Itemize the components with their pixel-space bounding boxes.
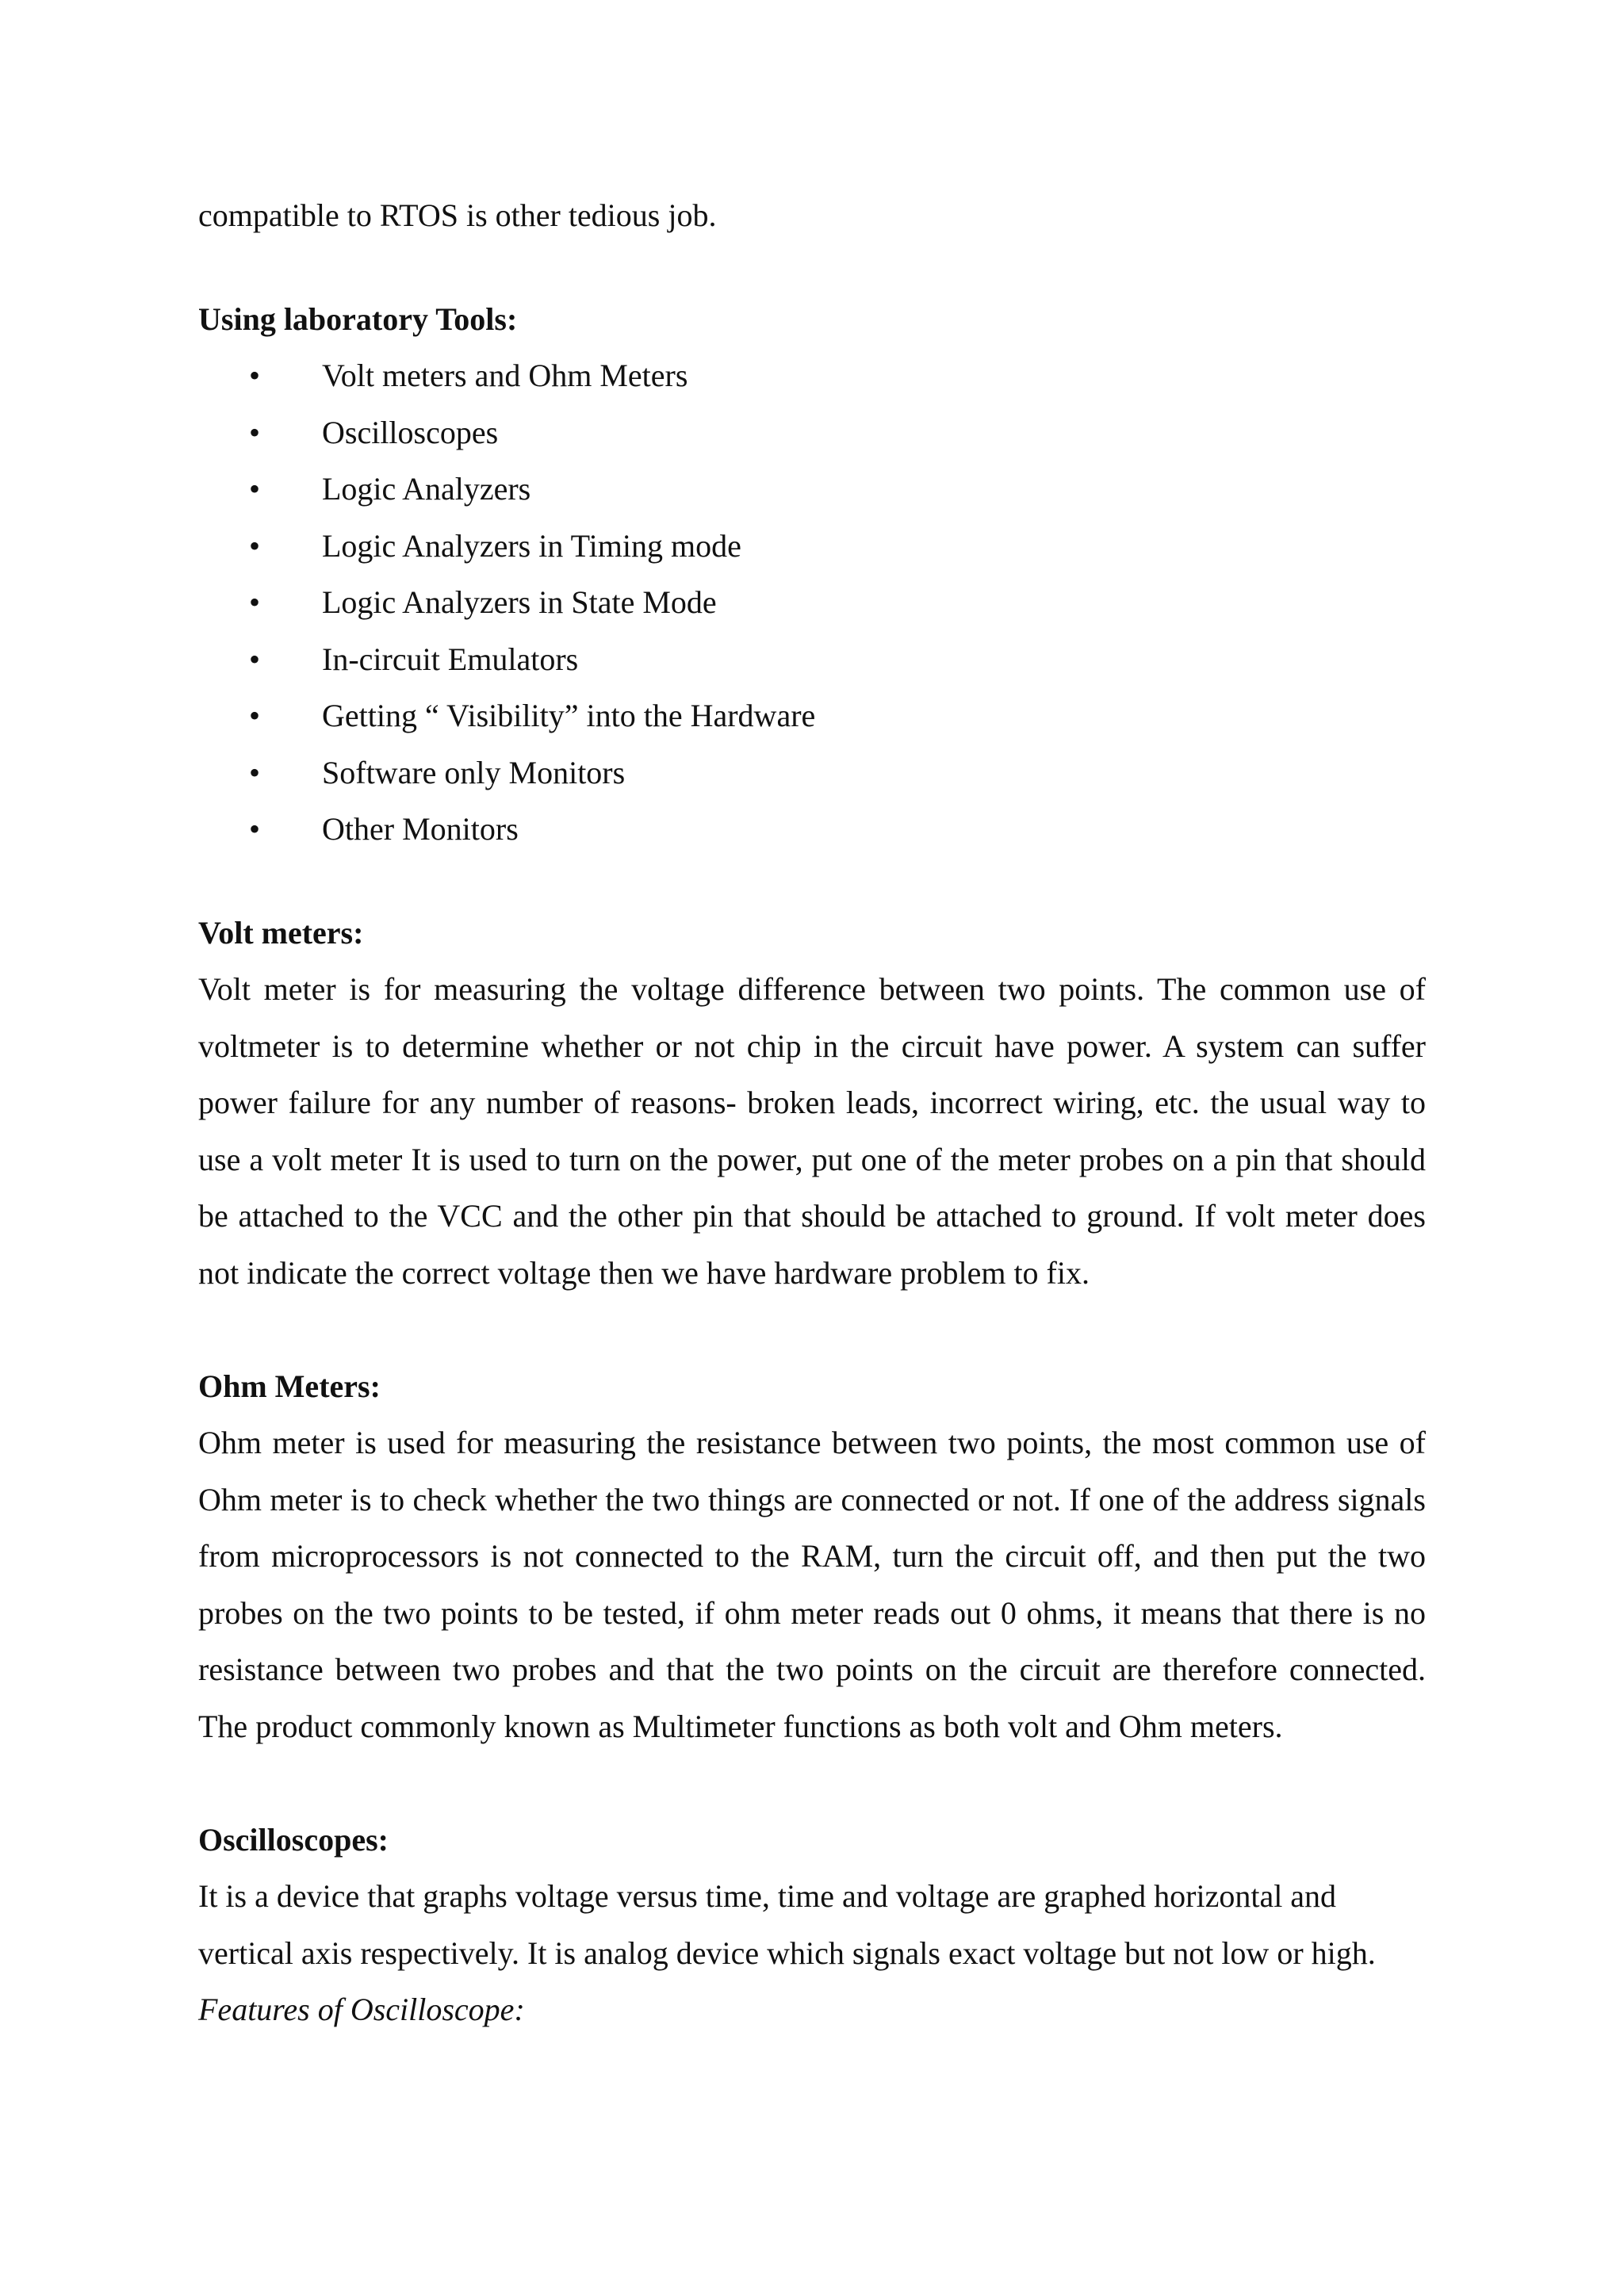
oscilloscope-features-label: Features of Oscilloscope: <box>198 1992 525 2027</box>
bullet-icon: • <box>249 698 261 733</box>
volt-meters-heading: Volt meters: <box>198 914 364 951</box>
list-item <box>198 347 1426 404</box>
bullet-icon: • <box>249 527 261 564</box>
list-item-text: Logic Analyzers in State Mode <box>322 584 717 620</box>
oscilloscopes-paragraph-line: vertical axis respectively. It is analog device which signals exact voltage but not low or high. <box>198 1934 1376 1971</box>
list-item <box>198 687 1426 744</box>
list-item-text: Software only Monitors <box>322 754 626 790</box>
list-item-text: Logic Analyzers in Timing mode <box>322 527 741 564</box>
bullet-icon: • <box>249 358 261 393</box>
intro-line: compatible to RTOS is other tedious job. <box>198 197 717 233</box>
list-item-text: Logic Analyzers <box>322 471 531 507</box>
bullet-icon: • <box>249 641 261 677</box>
list-item <box>198 801 1426 858</box>
list-item-text: Volt meters and Ohm Meters <box>322 358 688 393</box>
bullet-icon: • <box>249 754 261 790</box>
bullet-icon: • <box>249 584 261 620</box>
oscilloscopes-paragraph-line: It is a device that graphs voltage versus time, time and voltage are graphed horizontal and <box>198 1878 1337 1914</box>
list-item-text: In-circuit Emulators <box>322 641 579 677</box>
volt-meters-paragraph: Volt meter is for measuring the voltage difference between two points. The common use of voltmeter is to determine whether or not chip in the circuit have power. A system can suffer power failure for any number of reasons- broken leads, incorrect wiring, etc. the usual way to use a volt meter It is used to turn on the power, put one of the meter probes on a pin that should be attached to the VCC and the other pin that should be attached to ground. If volt meter does not indicate the correct voltage then we have hardware problem to fix. <box>198 971 1426 1291</box>
bullet-icon: • <box>249 471 261 507</box>
bullet-icon: • <box>249 414 261 450</box>
tools-heading: Using laboratory Tools: <box>198 300 518 337</box>
list-item <box>198 518 1426 575</box>
list-item <box>198 631 1426 688</box>
tools-list <box>198 347 1426 858</box>
list-item <box>198 461 1426 518</box>
list-item <box>198 744 1426 802</box>
list-item-text: Other Monitors <box>322 811 519 847</box>
ohm-meters-heading: Ohm Meters: <box>198 1368 381 1404</box>
list-item <box>198 404 1426 461</box>
list-item-text: Oscilloscopes <box>322 414 499 450</box>
list-item <box>198 574 1426 631</box>
list-item-text: Getting “ Visibility” into the Hardware <box>322 698 816 733</box>
ohm-meters-paragraph: Ohm meter is used for measuring the resistance between two points, the most common use of Ohm meter is to check whether the two things are connected or not. If one of the address signals from microprocessors is not connected to the RAM, turn the circuit off, and then put the two probes on the two points to be tested, if ohm meter reads out 0 ohms, it means that there is no resistance between two probes and that the two points on the circuit are therefore connected. The product commonly known as Multimeter functions as both volt and Ohm meters. <box>198 1425 1426 1744</box>
oscilloscopes-heading: Oscilloscopes: <box>198 1821 389 1858</box>
bullet-icon: • <box>249 811 261 847</box>
page-content <box>198 187 1426 2038</box>
